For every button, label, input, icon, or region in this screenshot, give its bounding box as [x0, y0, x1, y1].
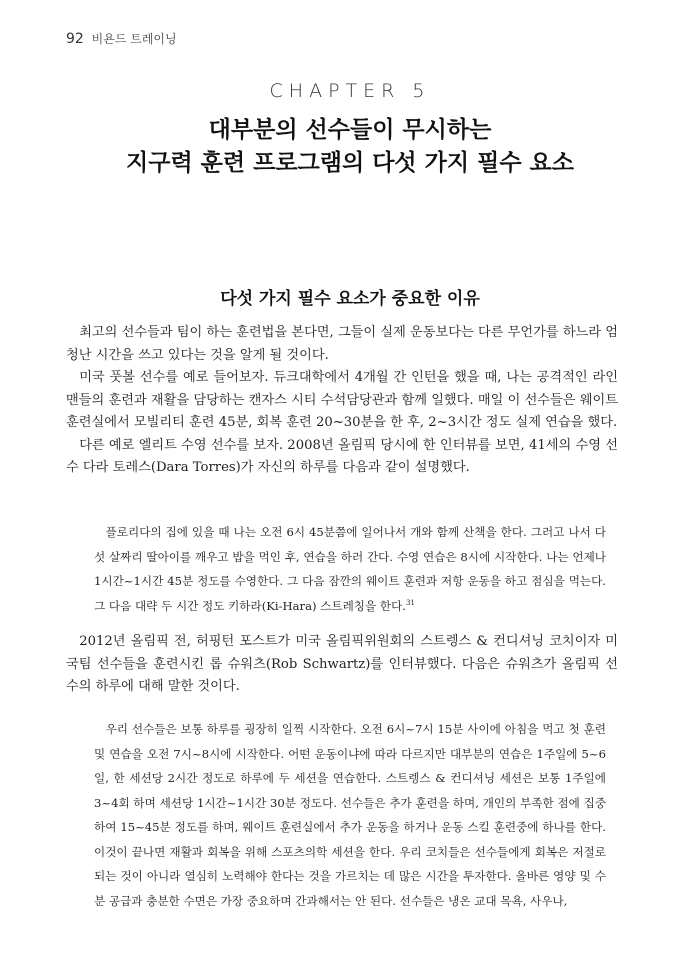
- chapter-title-line-1: 대부분의 선수들이 무시하는: [208, 117, 492, 143]
- block-quote: [94, 717, 606, 913]
- body-text: [66, 322, 618, 480]
- page-number: 92: [66, 31, 84, 47]
- chapter-label: CHAPTER 5: [269, 80, 431, 102]
- chapter-title: [0, 114, 700, 180]
- running-header: [66, 30, 177, 47]
- book-title: 비욘드 트레이닝: [91, 32, 177, 46]
- paragraph: 2012년 올림픽 전, 허핑턴 포스트가 미국 올림픽위원회의 스트렝스 & 컨디셔닝 코치이자 미국팀 선수들을 훈련시킨 롭 슈워츠(Rob Schwartz)를 인터뷰했다. 다음은 슈워츠가 올림픽 선수의 하루에 대해 말한 것이다.: [66, 634, 618, 694]
- paragraph: 미국 풋볼 선수를 예로 들어보자. 듀크대학에서 4개월 간 인턴을 했을 때, 나는 공격적인 라인맨들의 훈련과 재활을 담당하는 캔자스 시티 수석담당관과 함께 일했다. 매일 이 선수들은 웨이트 훈련실에서 모빌리티 훈련 45분, 회복 훈련 20~30분을 한 후, 2~3시간 정도 실제 연습을 했다.: [66, 370, 618, 430]
- chapter-title-line-2: 지구력 훈련 프로그램의 다섯 가지 필수 요소: [126, 150, 574, 176]
- block-quote: [94, 520, 606, 618]
- quote-text: 우리 선수들은 보통 하루를 굉장히 일찍 시작한다. 오전 6시~7시 15분 사이에 아침을 먹고 첫 훈련 및 연습을 오전 7시~8시에 시작한다. 어떤 운동이냐에 따라 다르지만 대부분의 연습은 1주일에 5~6일, 한 세션당 2시간 정도로 하루에 두 세션을 연습한다. 스트렝스 & 컨디셔닝 세션은 보통 1주일에 3~4회 하며 세션당 1시간~1시간 30분 정도다. 선수들은 추가 훈련을 하며, 개인의 부족한 점에 집중하여 15~45분 정도를 하며, 웨이트 훈련실에서 추가 운동을 하거나 운동 스킬 훈련중에 하나를 한다. 이것이 끝나면 재활과 회복을 위해 스포츠의학 세션을 한다. 우리 코치들은 선수들에게 회복은 저절로 되는 것이 아니라 열심히 노력해야 한다는 것을 가르치는 데 많은 시간을 투자한다. 올바른 영양 및 수분 공급과 충분한 수면은 가장 중요하며 간과해서는 안 된다. 선수들은 냉온 교대 목욕, 사우나,: [94, 722, 606, 908]
- footnote-marker: 31: [405, 598, 415, 607]
- paragraph: 다른 예로 엘리트 수영 선수를 보자. 2008년 올림픽 당시에 한 인터뷰를 보면, 41세의 수영 선수 다라 토레스(Dara Torres)가 자신의 하루를 다음과 같이 설명했다.: [66, 437, 618, 475]
- quote-paragraph: [94, 520, 606, 618]
- quote-text: 플로리다의 집에 있을 때 나는 오전 6시 45분쯤에 일어나서 개와 함께 산책을 한다. 그러고 나서 다섯 살짜리 딸아이를 깨우고 밥을 먹인 후, 연습을 하러 간다. 수영 연습은 8시에 시작한다. 나는 언제나 1시간~1시간 45분 정도를 수영한다. 그 다음 잠깐의 웨이트 훈련과 저항 운동을 하고 점심을 먹는다. 그 다음 대략 두 시간 정도 키하라(Ki-Hara) 스트레칭을 한다.: [94, 525, 606, 613]
- section-heading: 다섯 가지 필수 요소가 중요한 이유: [220, 289, 480, 309]
- body-text: [66, 631, 618, 699]
- paragraph: 최고의 선수들과 팀이 하는 훈련법을 본다면, 그들이 실제 운동보다는 다른 무언가를 하느라 엄청난 시간을 쓰고 있다는 것을 알게 될 것이다.: [66, 325, 618, 363]
